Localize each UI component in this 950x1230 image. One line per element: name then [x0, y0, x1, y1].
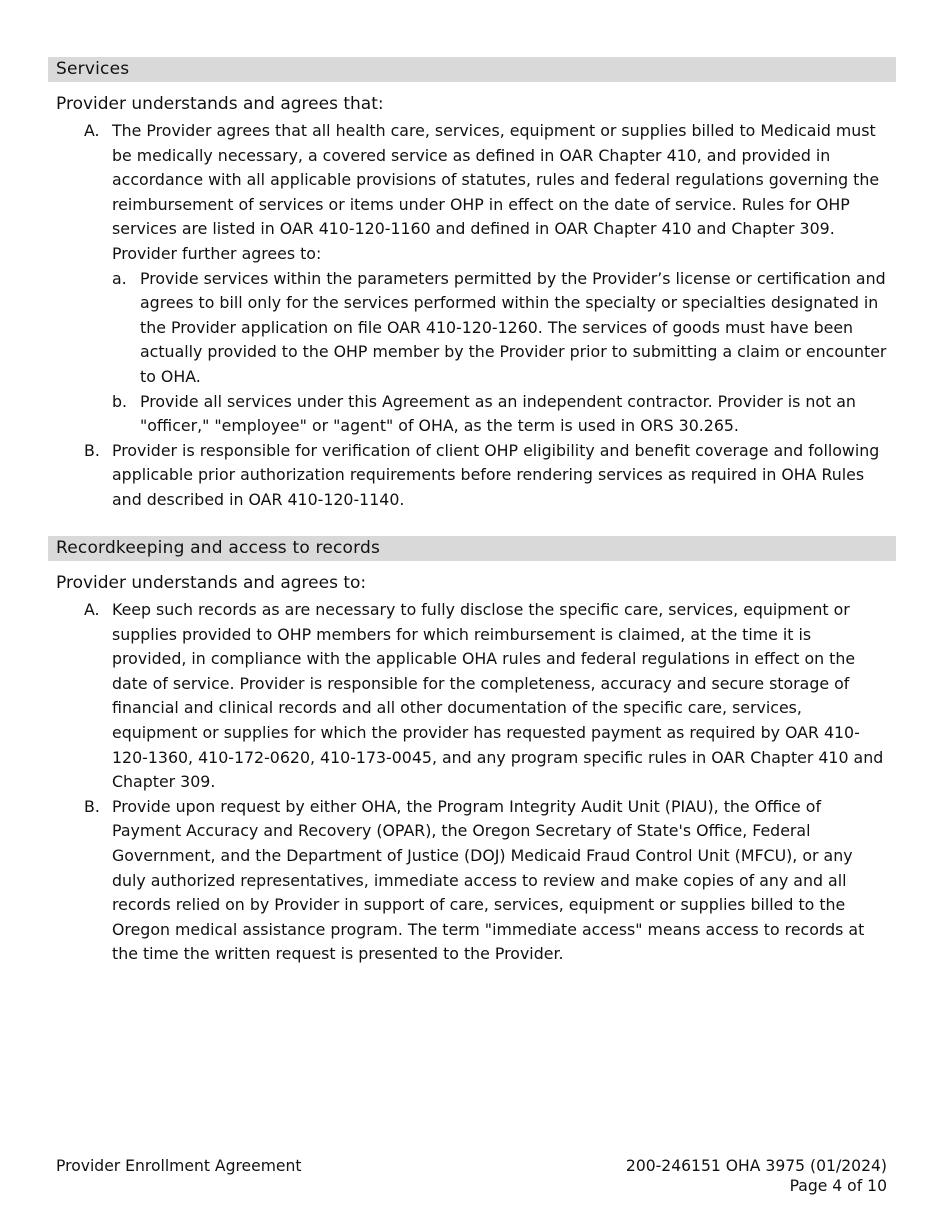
records-list [84, 598, 890, 967]
footer-page-number: Page 4 of 10 [789, 1177, 887, 1195]
services-list [84, 119, 890, 513]
records-intro: Provider understands and agrees to: [56, 573, 367, 593]
list-item [84, 598, 890, 795]
sub-list-item-text: Provide services within the parameters permitted by the Provider’s license or certification and agrees to bill only for the services performed within the specialty or specialties designated in the Provider application on file OAR 410-120-1260. The services of goods must have been actually provided to the OHP member by the Provider prior to submitting a claim or encounter to OHA. [140, 268, 887, 386]
footer-title: Provider Enrollment Agreement [56, 1157, 302, 1175]
sub-list-item [112, 390, 890, 439]
list-item [84, 119, 890, 267]
list-item-text: Provider is responsible for verification of client OHP eligibility and benefit coverage and following applicable prior authorization requirements before rendering services as required in OHA Rules and described in OAR 410-120-1140. [112, 440, 880, 509]
list-item-text: The Provider agrees that all health care, services, equipment or supplies billed to Medicaid must be medically necessary, a covered service as defined in OAR Chapter 410, and provided in accordance with all applicable provisions of statutes, rules and federal regulations governing the reimbursement of services or items under OHP in effect on the date of service. Rules for OHP services are listed in OAR 410-120-1160 and defined in OAR Chapter 410 and Chapter 309. Provider further agrees to: [112, 121, 880, 263]
sub-list-item-label: b. [112, 391, 128, 411]
list-item-label: B. [84, 440, 100, 460]
list-item [84, 439, 890, 513]
list-item-label: A. [84, 121, 100, 140]
list-item-text: Keep such records as are necessary to fully disclose the specific care, services, equipment or supplies provided to OHP members for which reimbursement is claimed, at the time it is provided, in compliance with the applicable OHA rules and federal regulations in effect on the date of service. Provider is responsible for the completeness, accuracy and secure storage of financial and clinical records and all other documentation of the specific care, services, equipment or supplies for which the provider has requested payment as required by OAR 410-120-1360, 410-172-0620, 410-173-0045, and any program specific rules in OAR Chapter 410 and Chapter 309. [112, 600, 884, 792]
footer-meta [626, 1156, 887, 1196]
list-item-label: B. [84, 796, 100, 816]
services-sublist [84, 267, 890, 439]
sub-list-item-text: Provide all services under this Agreement as an independent contractor. Provider is not an "officer," "employee" or "agent" of OHA, as the term is used in ORS 30.265. [140, 391, 856, 436]
list-item-text: Provide upon request by either OHA, the Program Integrity Audit Unit (PIAU), the Office of Payment Accuracy and Recovery (OPAR), the Oregon Secretary of State's Office, Federal Government, and the Department of Justice (DOJ) Medicaid Fraud Control Unit (MFCU), or any duly authorized representatives, immediate access to review and make copies of any and all records relied on by Provider in support of care, services, equipment or supplies billed to the Oregon medical assistance program. The term "immediate access" means access to records at the time the written request is presented to the Provider. [112, 796, 865, 964]
section-heading-records: Recordkeeping and access to records [48, 536, 896, 561]
section-heading-services: Services [48, 57, 896, 82]
list-item-label: A. [84, 600, 100, 619]
footer-form-id: 200-246151 OHA 3975 (01/2024) [625, 1157, 887, 1175]
list-item [84, 795, 890, 967]
sub-list-item [112, 267, 890, 390]
sub-list-item-label: a. [112, 268, 127, 288]
services-intro: Provider understands and agrees that: [56, 94, 384, 114]
